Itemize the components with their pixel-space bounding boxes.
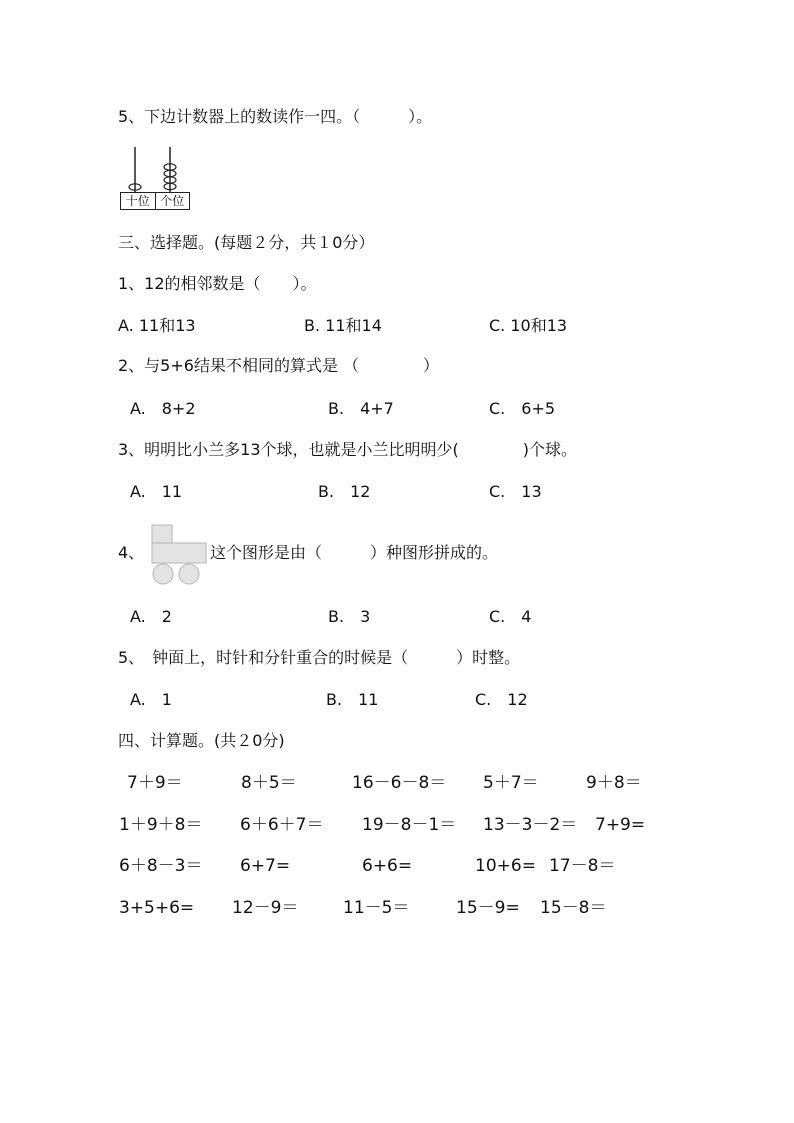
option-a: A. 1 [130,690,172,709]
option-b: B. 11 [326,690,379,709]
option-a: A. 11和13 [118,316,196,335]
question-stem: 2、与5+6结果不相同的算式是 （ ） [118,356,440,375]
calc-problem: 16－6－8＝ [352,773,447,793]
calc-problem: 19－8－1＝ [362,815,457,835]
option-b: B. 3 [328,607,371,626]
calc-problem: 6+6= [362,856,413,876]
question-stem: 1、12的相邻数是（ ）。 [118,274,317,293]
q5-abacus-text: 5、下边计数器上的数读作一四。（ ）。 [118,107,433,126]
option-c: C. 6+5 [489,399,556,418]
option-b: B. 12 [318,482,371,501]
calc-problem: 15－9= [456,898,520,918]
option-a: A. 8+2 [130,399,196,418]
calc-problem: 5＋7＝ [483,773,539,793]
circle-shape [179,564,199,584]
shape-figure [150,523,210,587]
calc-problem: 7＋9＝ [127,773,183,793]
calc-problem: 13－3－2＝ [483,815,578,835]
calc-problem: 17－8＝ [549,856,616,876]
option-a: A. 2 [130,607,172,626]
calc-problem: 7+9= [595,815,646,835]
calc-problem: 6＋8－3＝ [119,856,203,876]
calc-problem: 1＋9＋8＝ [119,815,203,835]
calc-problem: 9＋8＝ [586,773,642,793]
option-b: B. 11和14 [304,316,382,335]
question-stem: 3、明明比小兰多13个球，也就是小兰比明明少( )个球。 [118,440,578,459]
square-shape [152,525,172,543]
option-b: B. 4+7 [328,399,394,418]
section3-title: 三、选择题。(每题２分，共１0分） [118,233,375,252]
calc-problem: 6＋6＋7＝ [240,815,324,835]
section4-title: 四、计算题。(共２0分) [118,731,285,750]
question-stem: 5、 钟面上，时针和分针重合的时候是（ ）时整。 [118,648,521,667]
label-ones: 个位 [155,193,190,209]
circle-shape [153,564,173,584]
abacus-rods [120,145,190,195]
option-c: C. 12 [475,690,528,709]
calc-problem: 8＋5＝ [241,773,297,793]
abacus-counter [120,145,190,213]
calc-problem: 10+6= [475,856,536,876]
rectangle-shape [152,543,206,563]
calc-problem: 12－9＝ [232,898,299,918]
calc-problem: 3+5+6= [119,898,195,918]
option-c: C. 10和13 [489,316,568,335]
question-number: 4、 [118,543,145,562]
question-stem: 这个图形是由（ ）种图形拼成的。 [210,543,499,562]
calc-problem: 15－8＝ [540,898,607,918]
abacus-place-labels [120,192,190,210]
option-c: C. 13 [489,482,542,501]
option-a: A. 11 [130,482,183,501]
label-tens: 十位 [125,194,150,208]
option-c: C. 4 [489,607,532,626]
calc-problem: 6+7= [240,856,291,876]
calc-problem: 11－5＝ [343,898,410,918]
